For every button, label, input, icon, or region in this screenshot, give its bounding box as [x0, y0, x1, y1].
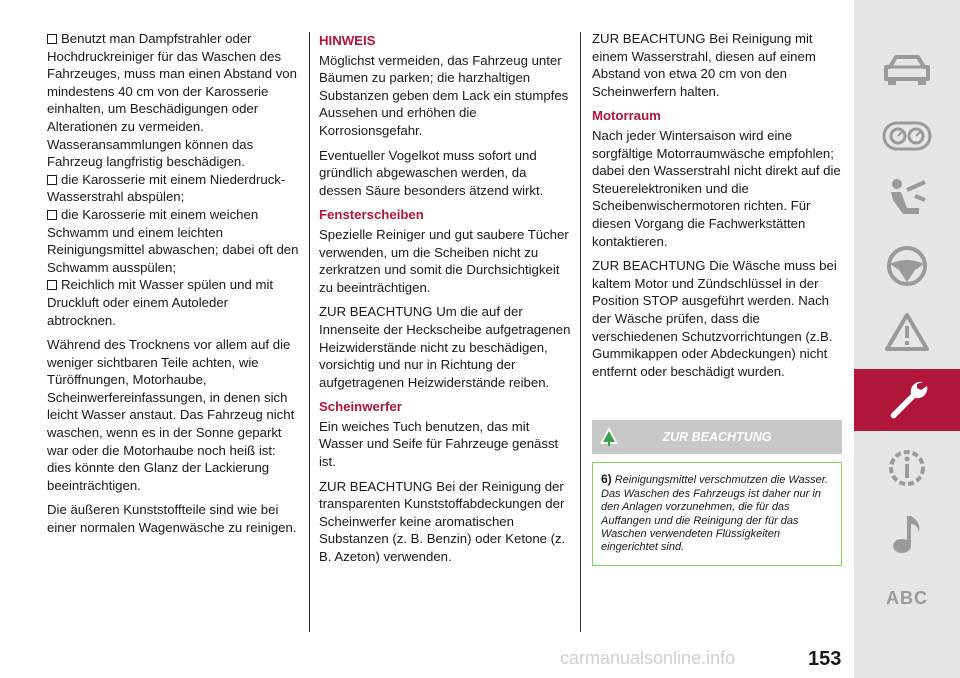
sidebar-item-safety[interactable]	[854, 172, 960, 224]
paragraph-engine-cold: ZUR BEACHTUNG Die Wäsche muss bei kaltem Motor und Zündschlüssel in der Position STOP ausgeführt werden. Nach der Wäsche prüfen, dass die verschiedenen Schutzvorrichtungen (z.B. Gummikappen oder Abdeckungen) nicht entfernt oder beschädigt wurden.	[592, 258, 837, 379]
column-3	[592, 30, 842, 566]
environment-notice-title: ZUR BEACHTUNG	[662, 430, 772, 445]
paragraph-headlights-cloth: Ein weiches Tuch benutzen, das mit Wasser und Seife für Fahrzeuge genässt ist.	[319, 418, 559, 470]
checkbox-bullet-icon	[47, 175, 57, 185]
page-number: 153	[808, 648, 842, 670]
paragraph-headlights-distance: ZUR BEACHTUNG Bei Reinigung mit einem Wasserstrahl, diesen auf einem Abstand von etwa 20 cm von den Scheinwerfern halten.	[592, 31, 816, 99]
watermark: carmanualsonline.info	[560, 648, 736, 668]
heading-hinweis: HINWEIS	[319, 33, 376, 48]
paragraph-windows: Spezielle Reiniger und gut saubere Tücher verwenden, um die Scheiben nicht zu zerkratzen und somit die Durchsichtigkeit zu beeinträchtigen.	[319, 226, 569, 295]
steering-wheel-icon	[885, 244, 929, 288]
sidebar-item-driving[interactable]	[854, 240, 960, 292]
index-abc-label: ABC	[886, 587, 928, 608]
environment-notice-header	[592, 420, 842, 454]
bullet-pressure-washer: Benutzt man Dampfstrahler oder Hochdruckreiniger für das Waschen des Fahrzeuges, muss man einen Abstand von mindestens 40 cm von der Karosserie einhalten, um Beschädigungen oder Alterationen zu vermeiden. Wasseransammlungen können das Fahrzeug langfristig beschädigen.	[47, 31, 297, 170]
dashboard-gauge-icon	[882, 121, 932, 151]
sidebar-item-car[interactable]	[854, 44, 960, 96]
music-note-icon	[889, 512, 925, 556]
warning-triangle-icon	[884, 312, 930, 352]
info-gear-icon	[884, 445, 930, 491]
column-2	[319, 30, 571, 573]
column-divider	[580, 32, 581, 632]
chapter-sidebar	[854, 0, 960, 678]
sidebar-item-index[interactable]	[854, 572, 960, 624]
car-icon	[882, 53, 932, 87]
seat-safety-icon	[885, 176, 929, 220]
sidebar-item-multimedia[interactable]	[854, 508, 960, 560]
paragraph-trees: Möglichst vermeiden, das Fahrzeug unter Bäumen zu parken; die harzhaltigen Substanzen geben dem Lack ein stumpfes Aussehen und erhöhen die Korrosionsgefahr.	[319, 52, 569, 138]
sidebar-item-technical[interactable]	[854, 442, 960, 494]
checkbox-bullet-icon	[47, 210, 57, 220]
column-divider	[309, 32, 310, 632]
environment-notice-box	[592, 462, 842, 565]
heading-motorraum: Motorraum	[592, 108, 661, 124]
sidebar-item-dashboard[interactable]	[854, 110, 960, 162]
heading-fensterscheiben: Fensterscheiben	[319, 207, 424, 223]
paragraph-drying: Während des Trocknens vor allem auf die weniger sichtbaren Teile achten, wie Türöffnungen, Motorhaube, Scheinwerfereinfassungen, in denen sich leicht Wasser anstaut. Das Fahrzeug nicht waschen, wenn es in der Sonne geparkt war oder die Motorhaube noch heiß ist: dies könnte den Glanz der Lackierung beeinträchtigen.	[47, 337, 295, 493]
bullet-rinse: die Karosserie mit einem Niederdruck-Wasserstrahl abspülen;	[47, 171, 286, 205]
paragraph-plastic: Die äußeren Kunststoffteile sind wie bei einer normalen Wagenwäsche zu reinigen.	[47, 502, 297, 536]
paragraph-headlights-covers: ZUR BEACHTUNG Bei der Reinigung der transparenten Kunststoffabdeckungen der Scheinwerfer keine aromatischen Substanzen (z. B. Benzin) oder Ketone (z. B. Azeton) verwenden.	[319, 478, 566, 565]
sidebar-item-emergency[interactable]	[854, 306, 960, 358]
paragraph-bird-droppings: Eventueller Vogelkot muss sofort und gründlich abgewaschen werden, da dessen Säure besonders ätzend wirkt.	[319, 147, 544, 198]
bullet-sponge: die Karosserie mit einem weichen Schwamm und einem leichten Reinigungsmittel abwaschen; dabei oft den Schwamm ausspülen;	[47, 206, 299, 275]
checkbox-bullet-icon	[47, 34, 57, 44]
notice-text: Reinigungsmittel verschmutzen die Wasser. Das Waschen des Fahrzeugs ist daher nur in den Anlagen vorzunehmen, die für das Auffangen und die Reinigung der für das Waschen verwendeten Flüssigkeiten eingerichtet sind.	[601, 474, 829, 554]
paragraph-rear-window: ZUR BEACHTUNG Um die auf der Innenseite der Heckscheibe aufgetragenen Heizwiderstände nicht zu beschädigen, vorsichtig und nur in Richtung der aufgetragenen Heizwiderstände reiben.	[319, 304, 571, 390]
notice-number: 6)	[601, 472, 612, 487]
column-1	[47, 30, 299, 544]
heading-scheinwerfer: Scheinwerfer	[319, 399, 402, 415]
paragraph-engine-wash: Nach jeder Wintersaison wird eine sorgfältige Motorraumwäsche empfohlen; dabei den Wasserstrahl nicht direkt auf die Steuerelektroniken und die Scheibenwischermotoren richten. Für diesen Vorgang die Fachwerkstätten kontaktieren.	[592, 127, 841, 249]
bullet-dry: Reichlich mit Wasser spülen und mit Druckluft oder einem Autoleder abtrocknen.	[47, 277, 274, 328]
checkbox-bullet-icon	[47, 280, 57, 290]
sidebar-item-maintenance[interactable]	[854, 369, 960, 431]
wrench-icon	[883, 376, 931, 424]
